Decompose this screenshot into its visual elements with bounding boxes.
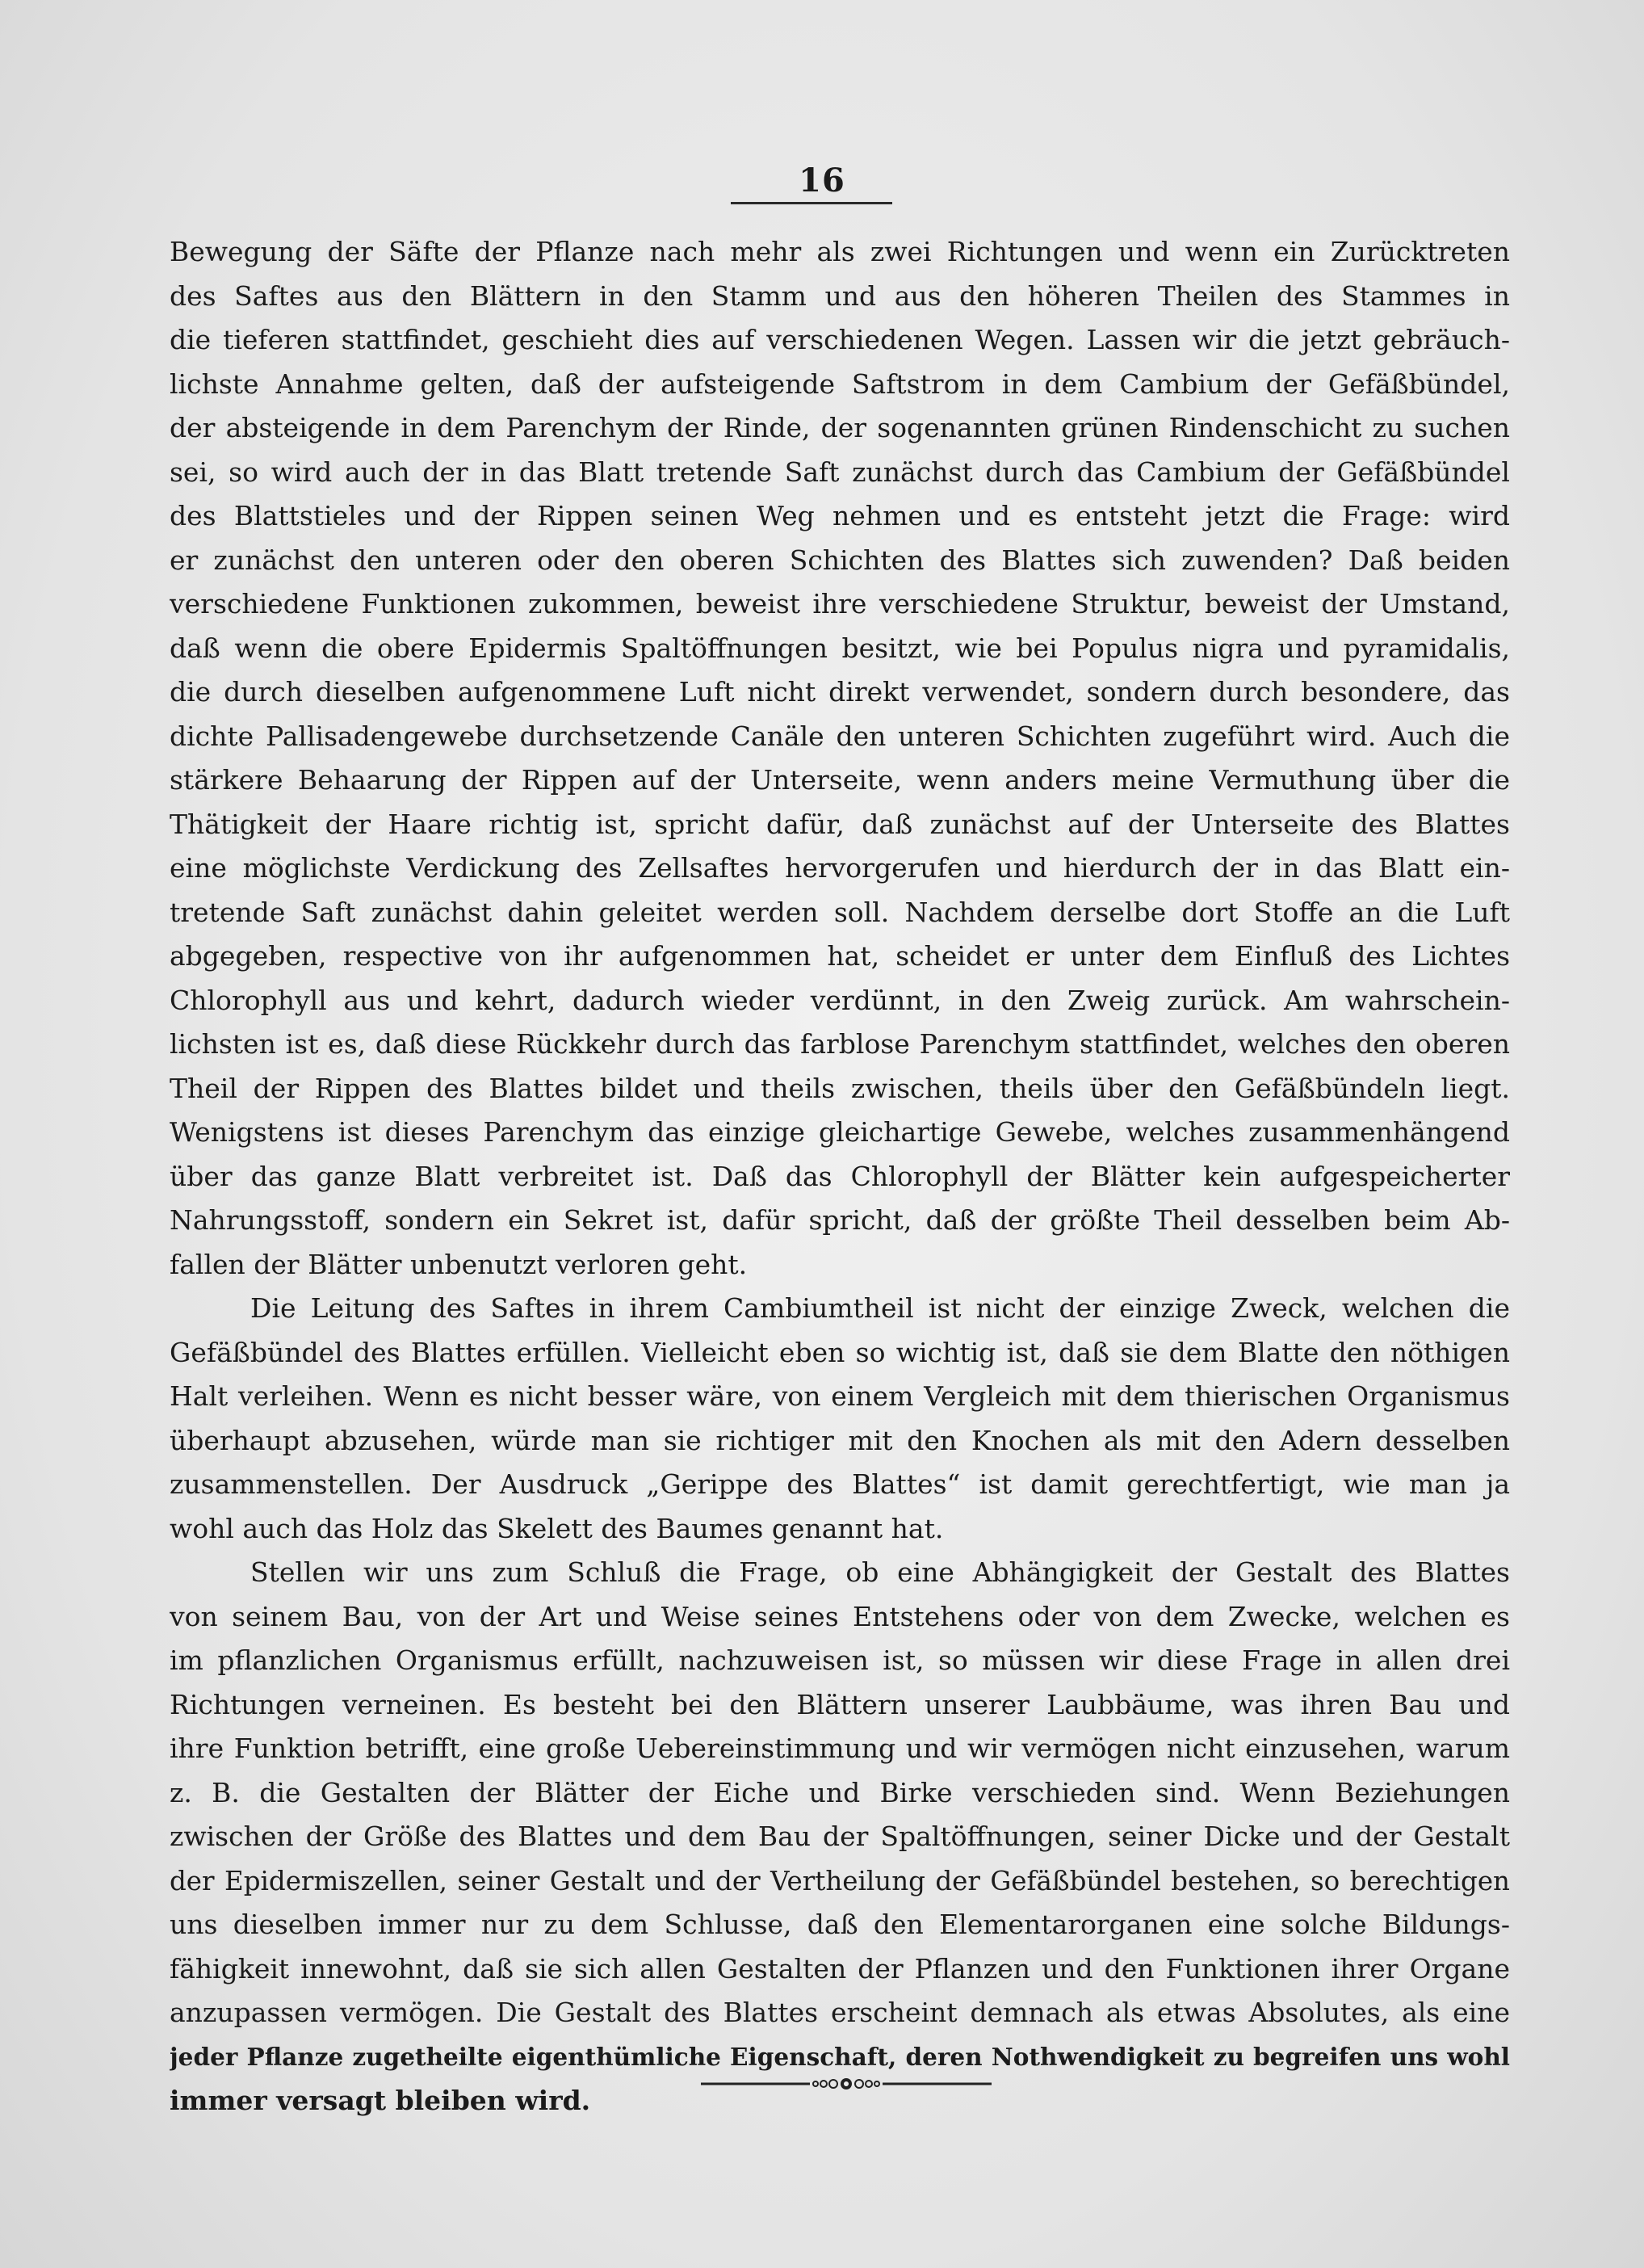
text-line: er zunächst den unteren oder den oberen Schichten des Blattes sich zuwenden? Daß beiden (170, 544, 1510, 576)
text-line: verschiedene Funktionen zukommen, beweist ihre verschiedene Struktur, beweist der Umstand, (170, 588, 1510, 620)
text-line: der Epidermiszellen, seiner Gestalt und der Vertheilung der Gefäßbündel bestehen, so berechtigen (170, 1865, 1510, 1896)
text-line: die tieferen stattfindet, geschieht dies auf verschiedenen Wegen. Lassen wir die jetzt gebräuch- (170, 324, 1510, 355)
text-line: Bewegung der Säfte der Pflanze nach mehr als zwei Richtungen und wenn ein Zurücktreten (170, 236, 1510, 267)
text-line: lichste Annahme gelten, daß der aufsteigende Saftstrom in dem Cambium der Gefäßbündel, (170, 368, 1510, 400)
paragraph-end-line: wohl auch das Holz das Skelett des Baumes genannt hat. (170, 1512, 944, 1544)
text-line: des Saftes aus den Blättern in den Stamm und aus den höheren Theilen des Stammes in (170, 279, 1510, 312)
text-line: Richtungen verneinen. Es besteht bei den Blättern unserer Laubbäume, was ihren Bau und (170, 1688, 1510, 1720)
text-line: überhaupt abzusehen, würde man sie richtiger mit den Knochen als mit den Adern desselben (170, 1424, 1510, 1456)
flourish-ornament-icon (701, 2074, 992, 2094)
text-line: z. B. die Gestalten der Blätter der Eiche und Birke verschieden sind. Wenn Beziehungen (170, 1776, 1510, 1808)
text-line: zusammenstellen. Der Ausdruck „Gerippe des Blattes“ ist damit gerechtfertigt, wie man ja (170, 1468, 1510, 1500)
text-line: im pflanzlichen Organismus erfüllt, nachzuweisen ist, so müssen wir diese Frage in allen drei (170, 1644, 1510, 1676)
text-line: über das ganze Blatt verbreitet ist. Daß das Chlorophyll der Blätter kein aufgespeicherter (170, 1160, 1510, 1192)
text-line: des Blattstieles und der Rippen seinen Weg nehmen und es entsteht jetzt die Frage: wird (170, 500, 1510, 531)
page-number: 16 (799, 162, 845, 200)
text-line: Chlorophyll aus und kehrt, dadurch wieder verdünnt, in den Zweig zurück. Am wahrschein- (170, 984, 1510, 1016)
text-line: dichte Pallisadengewebe durchsetzende Canäle den unteren Schichten zugeführt wird. Auch die (170, 720, 1510, 752)
text-line: anzupassen vermögen. Die Gestalt des Blattes erscheint demnach als etwas Absolutes, als eine (170, 1997, 1510, 2028)
text-line: die durch dieselben aufgenommene Luft nicht direkt verwendet, sondern durch besondere, das (170, 676, 1510, 708)
text-line: tretende Saft zunächst dahin geleitet werden soll. Nachdem derselbe dort Stoffe an die Luft (170, 896, 1510, 928)
paragraph-first-line: Stellen wir uns zum Schluß die Frage, ob eine Abhängigkeit der Gestalt des Blattes (250, 1556, 1510, 1588)
text-line: uns dieselben immer nur zu dem Schlusse, daß den Elementarorganen eine solche Bildungs- (170, 1909, 1510, 1940)
text-line: eine möglichste Verdickung des Zellsaftes hervorgerufen und hierdurch der in das Blatt ein- (170, 852, 1510, 884)
paragraph-end-line: fallen der Blätter unbenutzt verloren geht. (170, 1248, 748, 1280)
text-line: Gefäßbündel des Blattes erfüllen. Vielleicht eben so wichtig ist, daß sie dem Blatte den nöthigen (170, 1336, 1510, 1368)
text-line: sei, so wird auch der in das Blatt tretende Saft zunächst durch das Cambium der Gefäßbündel (170, 456, 1510, 488)
text-line: der absteigende in dem Parenchym der Rinde, der sogenannten grünen Rindenschicht zu suchen (170, 412, 1510, 443)
body-text (170, 230, 1510, 2123)
text-line: zwischen der Größe des Blattes und dem Bau der Spaltöffnungen, seiner Dicke und der Gestalt (170, 1821, 1510, 1852)
text-line: Theil der Rippen des Blattes bildet und theils zwischen, theils über den Gefäßbündeln liegt. (170, 1072, 1510, 1104)
text-line: ihre Funktion betrifft, eine große Uebereinstimmung und wir vermögen nicht einzusehen, warum (170, 1732, 1510, 1764)
text-line: Thätigkeit der Haare richtig ist, spricht dafür, daß zunächst auf der Unterseite des Blattes (170, 808, 1510, 840)
text-line: Wenigstens ist dieses Parenchym das einzige gleichartige Gewebe, welches zusammenhängend (170, 1116, 1510, 1148)
text-line: jeder Pflanze zugetheilte eigenthümliche Eigenschaft, deren Nothwendigkeit zu begreifen uns wohl (170, 2042, 1510, 2071)
page-number-rule (731, 202, 892, 204)
text-line: lichsten ist es, daß diese Rückkehr durch das farblose Parenchym stattfindet, welches den oberen (170, 1028, 1510, 1060)
text-line: abgegeben, respective von ihr aufgenommen hat, scheidet er unter dem Einfluß des Lichtes (170, 940, 1510, 972)
text-line: Halt verleihen. Wenn es nicht besser wäre, von einem Vergleich mit dem thierischen Organismus (170, 1380, 1510, 1412)
paragraph-end-line: immer versagt bleiben wird. (170, 2085, 591, 2116)
text-line: fähigkeit innewohnt, daß sie sich allen Gestalten der Pflanzen und den Funktionen ihrer Organe (170, 1952, 1510, 1984)
text-line: daß wenn die obere Epidermis Spaltöffnungen besitzt, wie bei Populus nigra und pyramidalis, (170, 632, 1510, 664)
text-line: von seinem Bau, von der Art und Weise seines Entstehens oder von dem Zwecke, welchen es (170, 1600, 1510, 1632)
text-line: Nahrungsstoff, sondern ein Sekret ist, dafür spricht, daß der größte Theil desselben beim Ab- (170, 1204, 1510, 1236)
paragraph-first-line: Die Leitung des Saftes in ihrem Cambiumtheil ist nicht der einzige Zweck, welchen die (250, 1292, 1510, 1324)
text-line: stärkere Behaarung der Rippen auf der Unterseite, wenn anders meine Vermuthung über die (170, 764, 1510, 796)
